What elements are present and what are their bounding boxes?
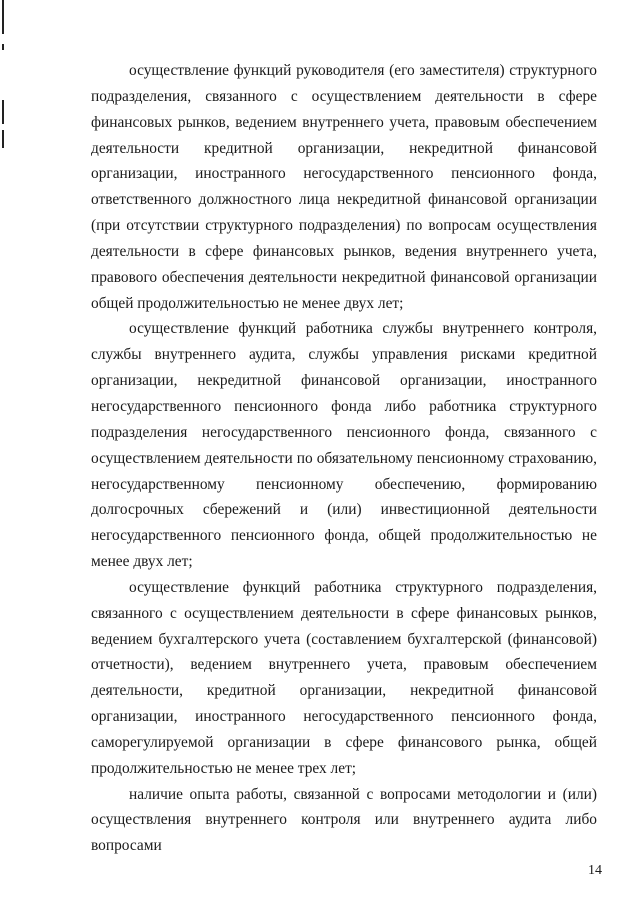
scan-edge-mark (2, 44, 4, 50)
scan-edge-mark (2, 130, 4, 148)
paragraph-methodology-experience: наличие опыта работы, связанной с вопросами методологии и (или) осуществления внутреннего контроля или внутреннего аудита либо вопросами (91, 785, 597, 855)
page-number: 14 (588, 863, 602, 878)
paragraph-internal-control-experience: осуществление функций работника службы внутреннего контроля, службы внутреннего аудита, службы управления рисками кредитной организации, некредитной финансовой организации, иностранного негосударственного пенсионного фонда либо работника структурного подразделения негосударственного пенсионного фонда, связанного с осуществлением деятельности по обязательному пенсионному страхованию, негосударственному пенсионному обеспечению, формированию долгосрочных сбережений и (или) инвестиционной деятельности негосударственного пенсионного фонда, общей продолжительностью не менее двух лет; (91, 320, 597, 571)
scan-edge-mark (2, 0, 4, 34)
paragraph-head-of-division-experience: осуществление функций руководителя (его заместителя) структурного подразделения, связанного с осуществлением деятельности в сфере финансовых рынков, ведением внутреннего учета, правовым обеспечением деятельности кредитной организации, некредитной финансовой организации, иностранного негосударственного пенсионного фонда, ответственного должностного лица некредитной финансовой организации (при отсутствии структурного подразделения) по вопросам осуществления деятельности в сфере финансовых рынков, ведения внутреннего учета, правового обеспечения деятельности некредитной финансовой организации общей продолжительностью не менее двух лет; (91, 62, 597, 312)
paragraph-division-employee-experience: осуществление функций работника структурного подразделения, связанного с осуществлением деятельности в сфере финансовых рынков, ведением бухгалтерского учета (составлением бухгалтерской (финансовой) отчетности), ведением внутреннего учета, правовым обеспечением деятельности, кредитной организации, некредитной финансовой организации, иностранного негосударственного пенсионного фонда, саморегулируемой организации в сфере финансового рынка, общей продолжительностью не менее трех лет; (91, 578, 597, 777)
scan-edge-mark (2, 100, 4, 124)
document-body (91, 58, 597, 859)
